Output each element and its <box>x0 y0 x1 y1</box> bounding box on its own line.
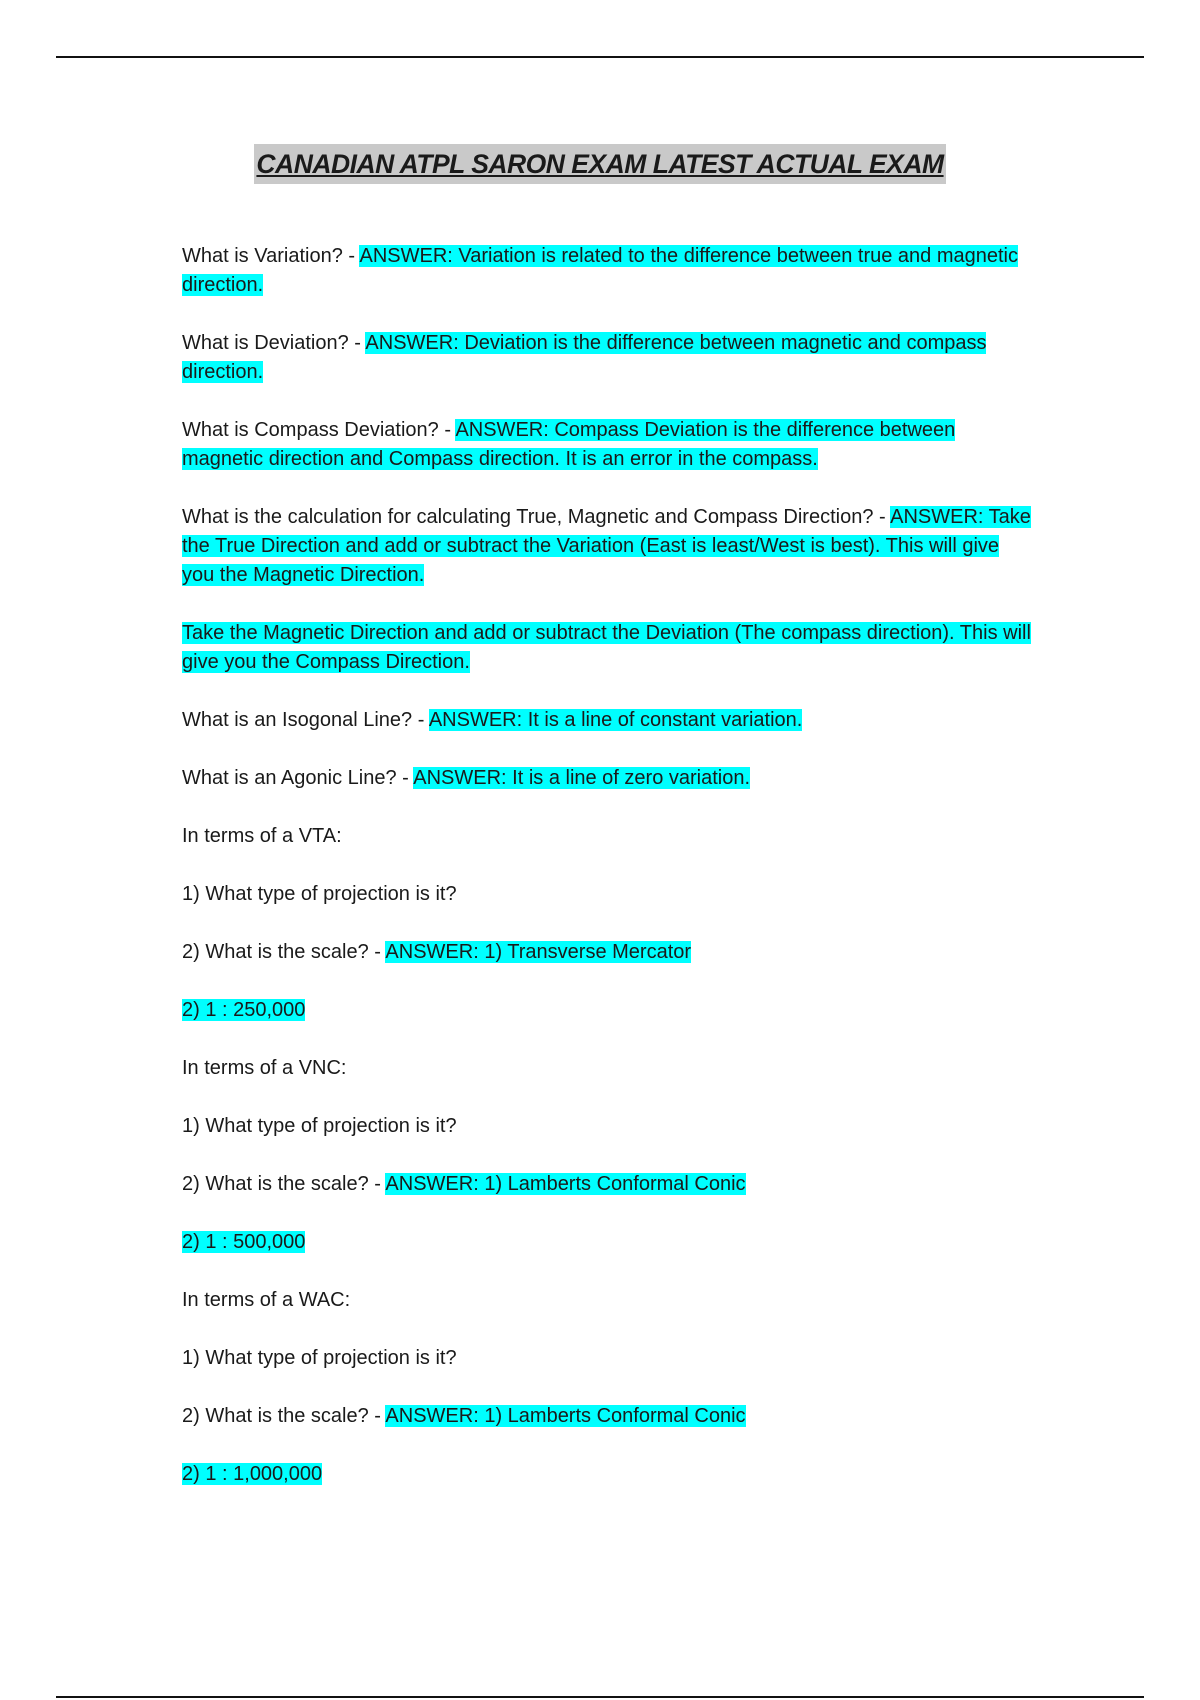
question-text: What is Deviation? - <box>182 332 366 354</box>
question-text: What is the calculation for calculating True, Magnetic and Compass Direction? - <box>182 506 891 528</box>
qa-item-deviation <box>182 329 1032 387</box>
question-text: What is Compass Deviation? - <box>182 419 456 441</box>
question-text: 2) What is the scale? - <box>182 1173 386 1195</box>
answer-text: 2) 1 : 1,000,000 <box>182 1463 323 1485</box>
scale-question <box>182 1170 1032 1199</box>
answer-text: Take the Magnetic Direction and add or subtract the Deviation (The compass direction). This will give you the Compass Direction. <box>182 622 1031 673</box>
projection-question: 1) What type of projection is it? <box>182 883 457 905</box>
question-text: What is an Agonic Line? - <box>182 767 414 789</box>
qa-item-compass-deviation <box>182 416 1032 474</box>
answer-text: ANSWER: 1) Lamberts Conformal Conic <box>385 1173 746 1195</box>
qa-item-direction-calculation <box>182 503 1032 590</box>
answer-text: ANSWER: 1) Lamberts Conformal Conic <box>385 1405 746 1427</box>
answer-text: ANSWER: It is a line of constant variation. <box>428 709 803 731</box>
answer-text: 2) 1 : 250,000 <box>182 999 306 1021</box>
answer-continuation <box>182 619 1032 677</box>
answer-text: 2) 1 : 500,000 <box>182 1231 306 1253</box>
chart-intro-vta: In terms of a VTA: <box>182 825 342 847</box>
answer-text: ANSWER: Variation is related to the difference between true and magnetic direction. <box>182 245 1018 296</box>
question-text: What is Variation? - <box>182 245 360 267</box>
question-text: What is an Isogonal Line? - <box>182 709 429 731</box>
question-text: 2) What is the scale? - <box>182 1405 386 1427</box>
answer-text: ANSWER: Compass Deviation is the difference between magnetic direction and Compass direction. It is an error in the compass. <box>182 419 956 470</box>
answer-text: ANSWER: Take the True Direction and add or subtract the Variation (East is least/West is best). This will give you the Magnetic Direction. <box>182 506 1031 586</box>
top-rule <box>56 56 1144 58</box>
answer-text: ANSWER: 1) Transverse Mercator <box>385 941 692 963</box>
scale-answer <box>182 1228 1032 1257</box>
answer-text: ANSWER: It is a line of zero variation. <box>413 767 751 789</box>
chart-intro-vnc: In terms of a VNC: <box>182 1057 347 1079</box>
document-body <box>182 242 1032 1518</box>
qa-item-agonic-line <box>182 764 1032 793</box>
qa-item-variation <box>182 242 1032 300</box>
chart-intro-wac: In terms of a WAC: <box>182 1289 351 1311</box>
answer-text: ANSWER: Deviation is the difference between magnetic and compass direction. <box>182 332 987 383</box>
title-wrap <box>0 144 1200 184</box>
projection-question: 1) What type of projection is it? <box>182 1347 457 1369</box>
scale-question <box>182 1402 1032 1431</box>
scale-answer <box>182 996 1032 1025</box>
scale-answer <box>182 1460 1032 1489</box>
scale-question <box>182 938 1032 967</box>
bottom-rule <box>56 1696 1144 1698</box>
document-title: CANADIAN ATPL SARON EXAM LATEST ACTUAL EXAM <box>254 144 945 184</box>
qa-item-isogonal-line <box>182 706 1032 735</box>
question-text: 2) What is the scale? - <box>182 941 386 963</box>
projection-question: 1) What type of projection is it? <box>182 1115 457 1137</box>
